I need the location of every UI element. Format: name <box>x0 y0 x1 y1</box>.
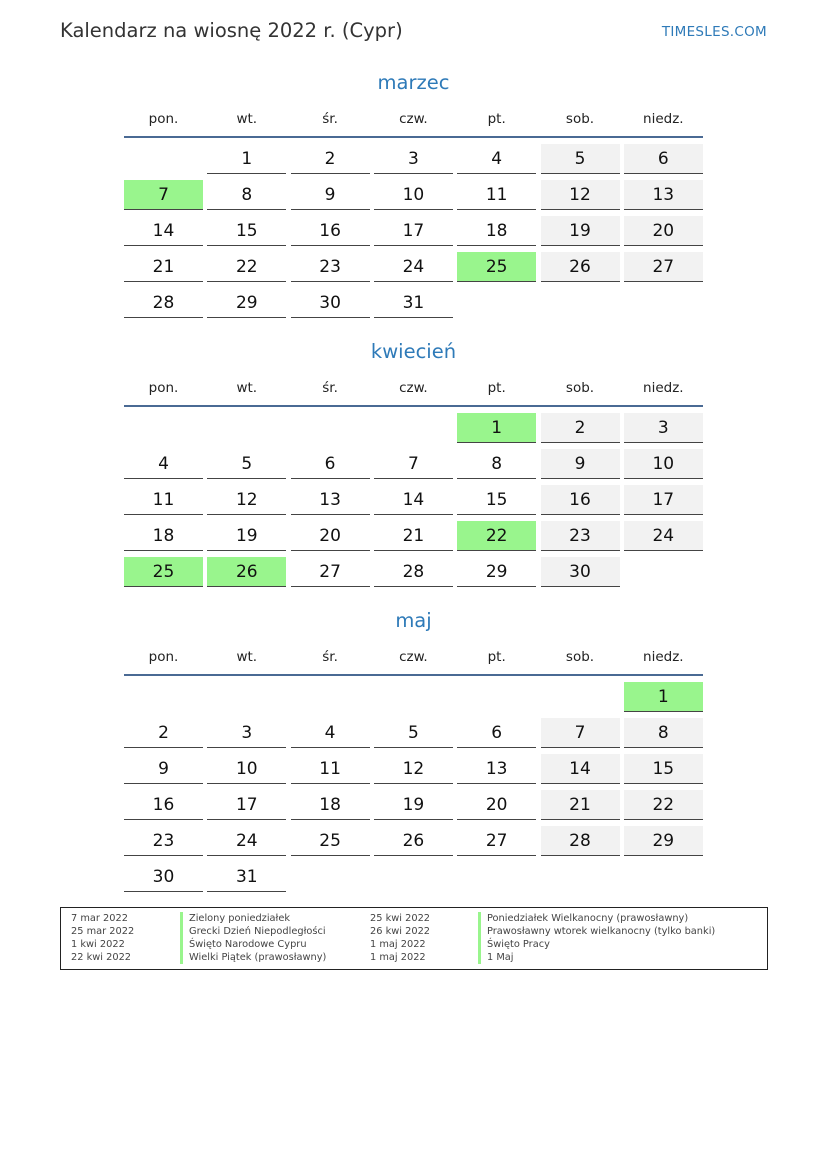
weekday-label: niedz. <box>643 649 684 665</box>
legend-holiday-name: Wielki Piątek (prawosławny) <box>180 951 326 964</box>
header-rule <box>124 136 703 138</box>
weekday-label: pt. <box>487 111 506 127</box>
day-cell: 18 <box>291 790 370 820</box>
day-cell: 13 <box>457 754 536 784</box>
legend-holiday-name: Prawosławny wtorek wielkanocny (tylko banki) <box>478 925 715 938</box>
day-cell: 23 <box>291 252 370 282</box>
day-cell: 1 <box>624 682 703 712</box>
brand-logo[interactable]: TIMESLES.COM <box>661 24 767 40</box>
day-cell: 20 <box>457 790 536 820</box>
day-cell: 2 <box>541 413 620 443</box>
day-cell: 30 <box>541 557 620 587</box>
month-name: kwiecień <box>370 340 457 363</box>
day-cell: 25 <box>457 252 536 282</box>
day-cell: 8 <box>457 449 536 479</box>
day-cell: 6 <box>457 718 536 748</box>
day-cell: 24 <box>207 826 286 856</box>
day-cell: 1 <box>207 144 286 174</box>
day-cell: 7 <box>541 718 620 748</box>
weekday-label: pon. <box>148 111 179 127</box>
day-cell: 14 <box>124 216 203 246</box>
legend-holiday-name: Zielony poniedziałek <box>180 912 290 925</box>
day-cell: 22 <box>624 790 703 820</box>
day-cell: 8 <box>624 718 703 748</box>
legend-date: 1 maj 2022 <box>370 939 426 950</box>
day-cell: 18 <box>457 216 536 246</box>
day-cell: 29 <box>207 288 286 318</box>
day-cell: 6 <box>624 144 703 174</box>
legend-date: 22 kwi 2022 <box>71 952 132 963</box>
day-cell: 12 <box>541 180 620 210</box>
day-cell: 25 <box>291 826 370 856</box>
day-cell: 10 <box>624 449 703 479</box>
day-cell: 6 <box>291 449 370 479</box>
weekday-label: śr. <box>322 649 338 665</box>
day-cell: 15 <box>207 216 286 246</box>
day-cell: 17 <box>374 216 453 246</box>
weekday-label: pt. <box>487 380 506 396</box>
day-cell: 27 <box>624 252 703 282</box>
day-cell: 29 <box>457 557 536 587</box>
legend-date: 25 mar 2022 <box>71 926 135 937</box>
legend-holiday-name: Święto Pracy <box>478 938 550 951</box>
legend-holiday-name: Święto Narodowe Cypru <box>180 938 307 951</box>
day-cell: 5 <box>207 449 286 479</box>
weekday-label: wt. <box>236 649 258 665</box>
holiday-legend <box>60 907 768 970</box>
day-cell: 9 <box>541 449 620 479</box>
day-cell: 19 <box>374 790 453 820</box>
day-cell: 28 <box>374 557 453 587</box>
day-cell: 2 <box>124 718 203 748</box>
weekday-label: niedz. <box>643 111 684 127</box>
header-rule <box>124 674 703 676</box>
weekday-label: śr. <box>322 111 338 127</box>
page-title: Kalendarz na wiosnę 2022 r. (Cypr) <box>60 19 403 42</box>
day-cell: 11 <box>291 754 370 784</box>
day-cell: 1 <box>457 413 536 443</box>
day-cell: 20 <box>291 521 370 551</box>
day-cell: 13 <box>624 180 703 210</box>
day-cell: 18 <box>124 521 203 551</box>
day-cell: 14 <box>374 485 453 515</box>
day-cell: 27 <box>457 826 536 856</box>
day-cell: 25 <box>124 557 203 587</box>
legend-holiday-name: Poniedziałek Wielkanocny (prawosławny) <box>478 912 688 925</box>
day-cell: 23 <box>541 521 620 551</box>
day-cell: 21 <box>124 252 203 282</box>
day-cell: 21 <box>541 790 620 820</box>
day-cell: 8 <box>207 180 286 210</box>
day-cell: 4 <box>291 718 370 748</box>
day-cell: 30 <box>291 288 370 318</box>
day-cell: 7 <box>124 180 203 210</box>
weekday-label: sob. <box>565 649 595 665</box>
day-cell: 20 <box>624 216 703 246</box>
day-cell: 29 <box>624 826 703 856</box>
weekday-label: sob. <box>565 380 595 396</box>
header-rule <box>124 405 703 407</box>
weekday-label: pt. <box>487 649 506 665</box>
legend-date: 1 maj 2022 <box>370 952 426 963</box>
day-cell: 2 <box>291 144 370 174</box>
weekday-label: czw. <box>399 649 428 665</box>
day-cell: 5 <box>374 718 453 748</box>
day-cell: 3 <box>207 718 286 748</box>
legend-holiday-name: Grecki Dzień Niepodległości <box>180 925 326 938</box>
day-cell: 9 <box>124 754 203 784</box>
legend-date: 7 mar 2022 <box>71 913 128 924</box>
day-cell: 22 <box>457 521 536 551</box>
day-cell: 13 <box>291 485 370 515</box>
day-cell: 24 <box>624 521 703 551</box>
day-cell: 16 <box>541 485 620 515</box>
day-cell: 3 <box>374 144 453 174</box>
day-cell: 12 <box>374 754 453 784</box>
legend-holiday-name: 1 Maj <box>478 951 514 964</box>
day-cell: 19 <box>541 216 620 246</box>
day-cell: 10 <box>374 180 453 210</box>
day-cell: 5 <box>541 144 620 174</box>
weekday-label: czw. <box>399 111 428 127</box>
day-cell: 31 <box>374 288 453 318</box>
day-cell: 4 <box>124 449 203 479</box>
day-cell: 26 <box>207 557 286 587</box>
day-cell: 28 <box>124 288 203 318</box>
day-cell: 3 <box>624 413 703 443</box>
day-cell: 31 <box>207 862 286 892</box>
weekday-label: niedz. <box>643 380 684 396</box>
day-cell: 26 <box>374 826 453 856</box>
weekday-label: pon. <box>148 649 179 665</box>
legend-date: 25 kwi 2022 <box>370 913 431 924</box>
legend-date: 26 kwi 2022 <box>370 926 431 937</box>
legend-date: 1 kwi 2022 <box>71 939 125 950</box>
day-cell: 12 <box>207 485 286 515</box>
day-cell: 11 <box>457 180 536 210</box>
day-cell: 14 <box>541 754 620 784</box>
day-cell: 17 <box>624 485 703 515</box>
day-cell: 21 <box>374 521 453 551</box>
day-cell: 17 <box>207 790 286 820</box>
day-cell: 22 <box>207 252 286 282</box>
day-cell: 19 <box>207 521 286 551</box>
day-cell: 26 <box>541 252 620 282</box>
day-cell: 4 <box>457 144 536 174</box>
weekday-label: wt. <box>236 380 258 396</box>
weekday-label: sob. <box>565 111 595 127</box>
day-cell: 27 <box>291 557 370 587</box>
day-cell: 24 <box>374 252 453 282</box>
day-cell: 23 <box>124 826 203 856</box>
day-cell: 15 <box>624 754 703 784</box>
day-cell: 30 <box>124 862 203 892</box>
weekday-label: śr. <box>322 380 338 396</box>
day-cell: 28 <box>541 826 620 856</box>
day-cell: 9 <box>291 180 370 210</box>
day-cell: 10 <box>207 754 286 784</box>
weekday-label: pon. <box>148 380 179 396</box>
weekday-label: czw. <box>399 380 428 396</box>
month-name: marzec <box>377 71 450 94</box>
day-cell: 16 <box>124 790 203 820</box>
month-name: maj <box>395 609 432 632</box>
day-cell: 16 <box>291 216 370 246</box>
day-cell: 7 <box>374 449 453 479</box>
day-cell: 15 <box>457 485 536 515</box>
weekday-label: wt. <box>236 111 258 127</box>
day-cell: 11 <box>124 485 203 515</box>
